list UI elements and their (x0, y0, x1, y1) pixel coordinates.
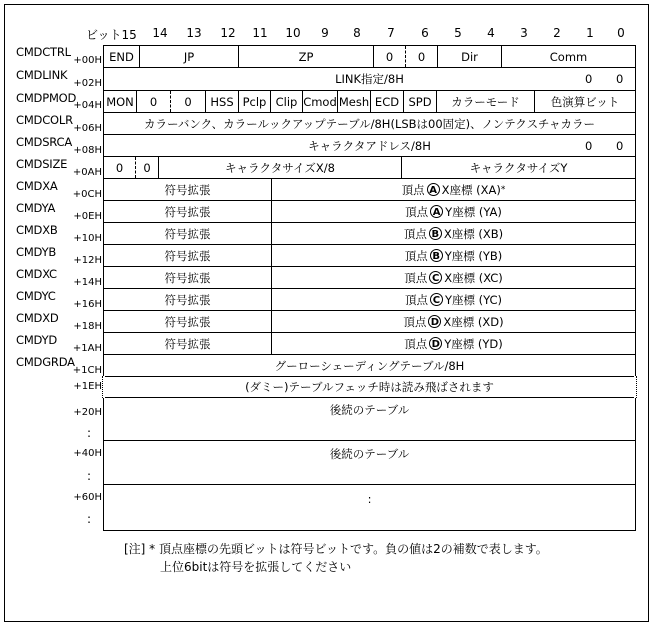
register-offset: +14H (73, 277, 102, 288)
row-dummy (104, 377, 635, 398)
row-cmdctrl (104, 46, 635, 68)
size-zero-15: 0 (104, 157, 136, 178)
register-name: CMDGRDA (16, 355, 75, 369)
offset-1eh: +1EH (73, 381, 102, 392)
link-zero-0: 0 (616, 72, 624, 86)
vertex-axis: Y座標 (YB) (444, 248, 503, 263)
row-next-60h (104, 485, 635, 530)
pmod-zero-14: 0 (137, 91, 171, 112)
vertex-prefix: 頂点 (404, 248, 428, 263)
register-offset: +06H (73, 123, 102, 134)
hss-field: HSS (206, 91, 239, 112)
size-x-field: キャラクタサイズX/8 (159, 157, 402, 178)
register-name: CMDSRCA (16, 135, 73, 149)
sign-extension-field: 符号拡張 (104, 267, 272, 288)
colon-3: : (87, 512, 92, 526)
offset-60h: +60H (73, 492, 102, 503)
note-line-2: 上位6bitは符号を拡張してください (160, 560, 352, 574)
register-offset: +1CH (72, 365, 102, 376)
sign-extension-field: 符号拡張 (104, 311, 272, 332)
register-name: CMDXB (16, 223, 58, 237)
colon-2: : (87, 469, 92, 483)
bit-number: 4 (487, 26, 495, 40)
register-name: CMDYC (16, 289, 56, 303)
sign-extension-field: 符号拡張 (104, 245, 272, 266)
bit-number: 3 (520, 26, 528, 40)
srca-field: キャラクタアドレス/8H (308, 138, 431, 153)
jp-field: JP (140, 46, 239, 67)
bit-number: 13 (186, 26, 202, 40)
next-table-3: : (367, 491, 372, 506)
register-offset: +1AH (72, 343, 102, 354)
vertex-coordinate-field (272, 179, 635, 200)
size-y-field: キャラクタサイズY (469, 160, 568, 175)
vertex-coordinate-field (272, 289, 635, 310)
vertex-coordinate-field (272, 223, 635, 244)
register-name: CMDYD (16, 333, 58, 347)
vertex-axis: X座標 (XA) (441, 182, 501, 197)
bit-number: 10 (285, 26, 301, 40)
vertex-letter-circle: D (429, 337, 442, 350)
row-vertex (104, 201, 635, 223)
spd-field: SPD (404, 91, 437, 112)
row-vertex (104, 179, 635, 201)
vertex-letter-circle: D (428, 315, 441, 328)
row-cmdpmod (104, 91, 635, 113)
vertex-prefix: 頂点 (403, 226, 427, 241)
vertex-prefix: 頂点 (401, 182, 425, 197)
register-name: CMDYB (16, 245, 57, 259)
link-field: LINK指定/8H (335, 72, 404, 86)
row-vertex (104, 333, 635, 355)
pmod-zero-13: 0 (171, 91, 206, 112)
mesh-field: Mesh (338, 91, 371, 112)
vertex-coordinate-field (272, 245, 635, 266)
vertex-prefix: 頂点 (404, 270, 428, 285)
row-next-20h (104, 398, 635, 441)
bit-number: 7 (387, 26, 395, 40)
register-offset: +08H (73, 145, 102, 156)
row-vertex (104, 311, 635, 333)
row-cmdlink (104, 68, 635, 91)
register-offset: +0CH (72, 189, 102, 200)
offset-20h: +20H (73, 407, 102, 418)
register-name: CMDCOLR (16, 113, 73, 127)
vertex-axis: X座標 (XC) (444, 270, 503, 285)
register-offset: +10H (73, 233, 102, 244)
row-cmdsize (104, 157, 635, 179)
row-cmdgrda (104, 355, 635, 377)
sign-extension-field: 符号拡張 (104, 333, 272, 354)
dir-field: Dir (438, 46, 502, 67)
bit-number: 0 (617, 26, 625, 40)
sign-extension-field: 符号拡張 (104, 201, 272, 222)
row-vertex (104, 289, 635, 311)
srca-zero-1: 0 (585, 139, 593, 153)
vertex-coordinate-field (272, 333, 635, 354)
register-name: CMDPMOD (16, 91, 77, 105)
zero-field-6: 0 (406, 46, 438, 67)
register-offset: +12H (73, 255, 102, 266)
colon-1: : (87, 426, 92, 440)
next-table-2: 後続のテーブル (329, 446, 410, 461)
register-offset: +00H (73, 55, 102, 66)
vertex-letter-circle: B (430, 249, 443, 262)
register-name: CMDXC (16, 267, 57, 281)
srca-zero-0: 0 (616, 139, 624, 153)
bit-number: 5 (454, 26, 462, 40)
row-vertex (104, 267, 635, 289)
row-next-40h (104, 441, 635, 485)
register-offset: +04H (73, 100, 102, 111)
bit-number: 12 (220, 26, 236, 40)
row-cmdcolr (104, 113, 635, 135)
cmod-field: Cmod (303, 91, 338, 112)
register-offset: +16H (73, 299, 102, 310)
row-vertex (104, 223, 635, 245)
vertex-axis: Y座標 (YC) (444, 292, 503, 307)
vertex-letter-circle: C (430, 293, 443, 306)
register-name: CMDCTRL (16, 45, 71, 59)
vertex-prefix: 頂点 (405, 204, 429, 219)
sign-extension-field: 符号拡張 (104, 223, 272, 244)
vertex-axis: X座標 (XB) (443, 226, 504, 241)
bit-number: 9 (321, 26, 329, 40)
pclp-field: Pclp (239, 91, 271, 112)
mon-field: MON (104, 91, 137, 112)
register-table (103, 45, 636, 531)
register-name: CMDYA (16, 201, 56, 215)
vertex-letter-circle: A (430, 205, 443, 218)
vertex-letter-circle: C (429, 271, 442, 284)
bit-number: 1 (586, 26, 594, 40)
dummy-field: (ダミー)テーブルフェッチ時は読み飛ばされます (245, 380, 494, 394)
dummy-left-dotted (102, 376, 105, 398)
color-calc-field: 色演算ビット (550, 94, 620, 109)
row-vertex (104, 245, 635, 267)
register-offset: +02H (73, 78, 102, 89)
register-name: CMDXA (16, 179, 58, 193)
comm-field: Comm (549, 49, 588, 64)
bit-label: ビット15 (86, 28, 137, 42)
register-offset: +18H (73, 321, 102, 332)
zp-field: ZP (239, 46, 374, 67)
vertex-letter-circle: A (427, 183, 440, 196)
next-table-1: 後続のテーブル (329, 403, 410, 417)
vertex-letter-circle: B (429, 227, 442, 240)
register-name: CMDLINK (16, 68, 68, 82)
note-line-1: [注] * 頂点座標の先頭ビットは符号ビットです。負の値は2の補数で表します。 (124, 542, 548, 556)
vertex-coordinate-field (272, 267, 635, 288)
vertex-axis: X座標 (XD) (443, 314, 504, 329)
zero-field-7: 0 (374, 46, 406, 67)
vertex-footnote-mark: * (500, 184, 506, 195)
clip-field: Clip (271, 91, 303, 112)
bit-number: 2 (553, 26, 561, 40)
vertex-prefix: 頂点 (403, 314, 427, 329)
vertex-prefix: 頂点 (404, 336, 428, 351)
vertex-coordinate-field (272, 201, 635, 222)
colr-field: カラーバンク、カラールックアップテーブル/8H(LSBは00固定)、ノンテクスチャカラー (143, 116, 596, 131)
bit-number: 11 (252, 26, 268, 40)
register-offset: +0AH (72, 167, 102, 178)
row-cmdsrca (104, 135, 635, 157)
link-zero-1: 0 (585, 72, 593, 86)
register-offset: +0EH (73, 211, 102, 222)
vertex-axis: Y座標 (YA) (445, 204, 502, 219)
register-name: CMDSIZE (16, 157, 68, 171)
sign-extension-field: 符号拡張 (104, 289, 272, 310)
dummy-right-dotted (634, 376, 637, 398)
offset-40h: +40H (73, 448, 102, 459)
vertex-prefix: 頂点 (404, 292, 428, 307)
size-zero-14: 0 (136, 157, 159, 178)
bit-number: 6 (421, 26, 429, 40)
bit-number: 14 (152, 26, 168, 40)
color-mode-field: カラーモード (437, 91, 535, 112)
grda-field: グーローシェーディングテーブル/8H (274, 358, 465, 373)
register-name: CMDXD (16, 311, 59, 325)
vertex-axis: Y座標 (YD) (444, 336, 503, 351)
ecd-field: ECD (371, 91, 404, 112)
sign-extension-field: 符号拡張 (104, 179, 272, 200)
bit-number: 8 (353, 26, 361, 40)
end-field: END (104, 46, 140, 67)
vertex-coordinate-field (272, 311, 635, 332)
